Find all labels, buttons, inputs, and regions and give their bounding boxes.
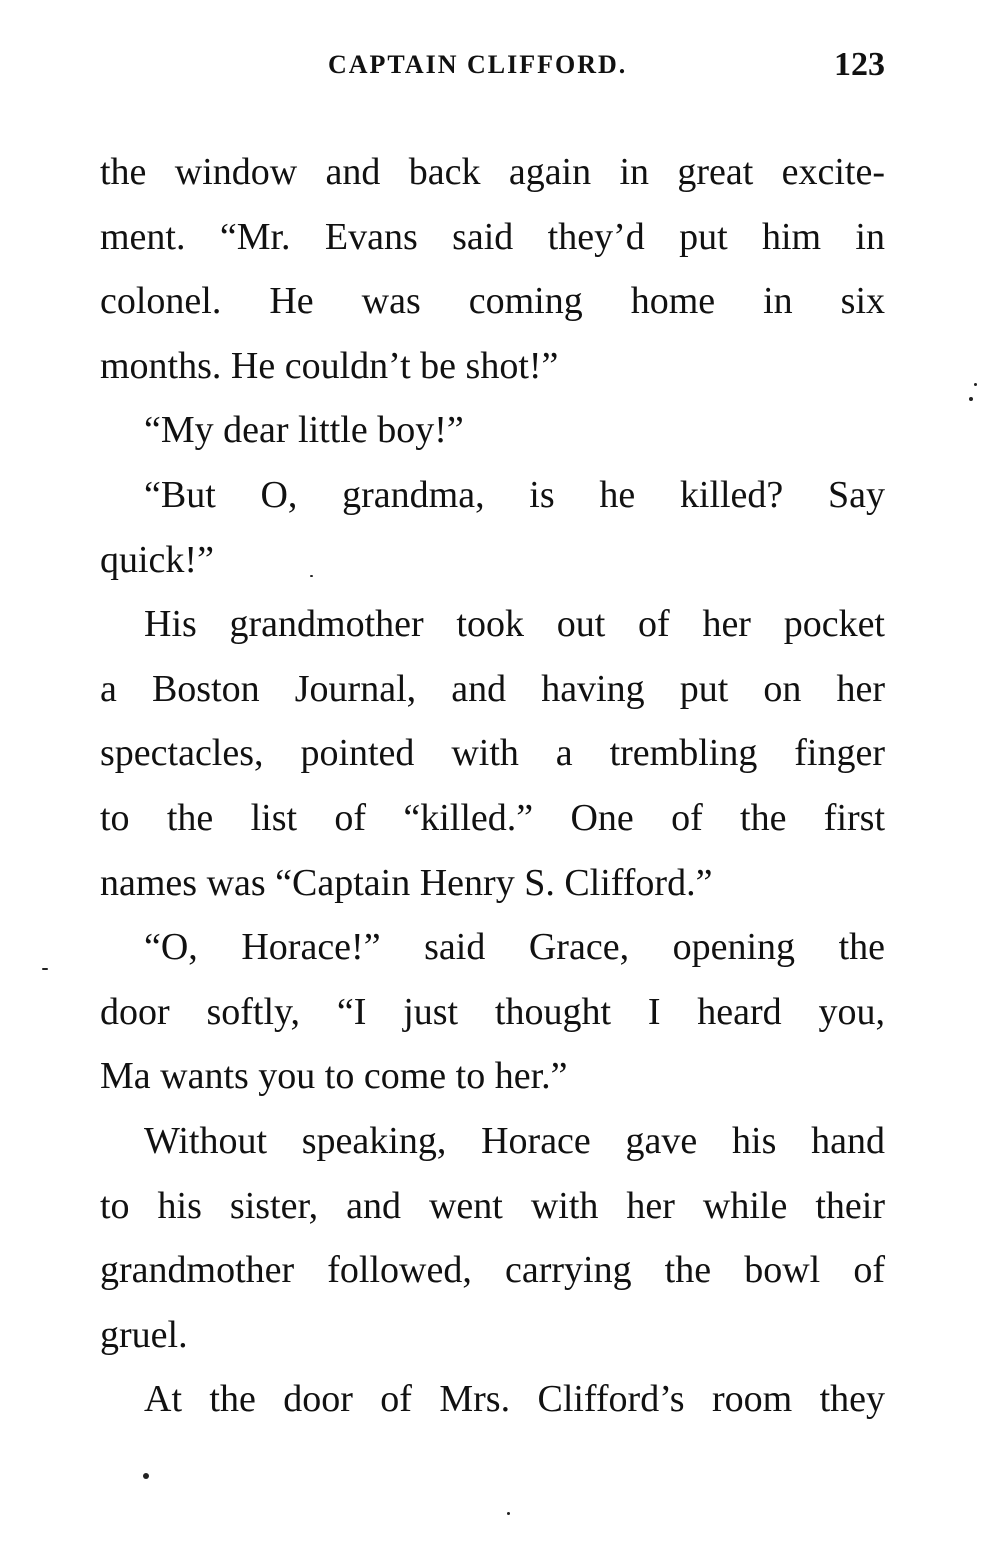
text-line: months. He couldn’t be shot!” <box>100 344 559 387</box>
text-line: to the list of “killed.” One of the first <box>100 796 885 839</box>
text-line: to his sister, and went with her while their <box>100 1184 885 1227</box>
text-line: names was “Captain Henry S. Clifford.” <box>100 861 713 904</box>
text-line: His grandmother took out of her pocket <box>144 603 885 646</box>
print-speck <box>507 1512 510 1515</box>
print-speck <box>310 575 313 577</box>
page-number: 123 <box>834 46 885 83</box>
text-line: spectacles, pointed with a trembling finger <box>100 732 885 775</box>
text-line: ment. “Mr. Evans said they’d put him in <box>100 215 885 258</box>
print-speck <box>969 397 973 401</box>
text-line: “My dear little boy!” <box>144 409 464 452</box>
print-speck <box>974 383 977 386</box>
text-line: door softly, “I just thought I heard you, <box>100 990 885 1033</box>
text-line: grandmother followed, carrying the bowl of <box>100 1249 885 1292</box>
text-line: Ma wants you to come to her.” <box>100 1055 568 1098</box>
text-line: gruel. <box>100 1313 188 1356</box>
body-text <box>100 140 885 1432</box>
text-line: “But O, grandma, is he killed? Say <box>144 473 885 516</box>
print-speck <box>42 968 48 970</box>
print-speck <box>143 1473 149 1479</box>
running-title: CAPTAIN CLIFFORD. <box>328 50 628 79</box>
text-line: quick!” <box>100 538 214 581</box>
text-line: At the door of Mrs. Clifford’s room they <box>144 1378 885 1421</box>
text-line: a Boston Journal, and having put on her <box>100 667 885 710</box>
running-head <box>100 46 885 90</box>
text-line: colonel. He was coming home in six <box>100 280 885 323</box>
text-line: “O, Horace!” said Grace, opening the <box>144 926 885 969</box>
text-line: Without speaking, Horace gave his hand <box>144 1119 885 1162</box>
text-line: the window and back again in great excite- <box>100 151 885 193</box>
